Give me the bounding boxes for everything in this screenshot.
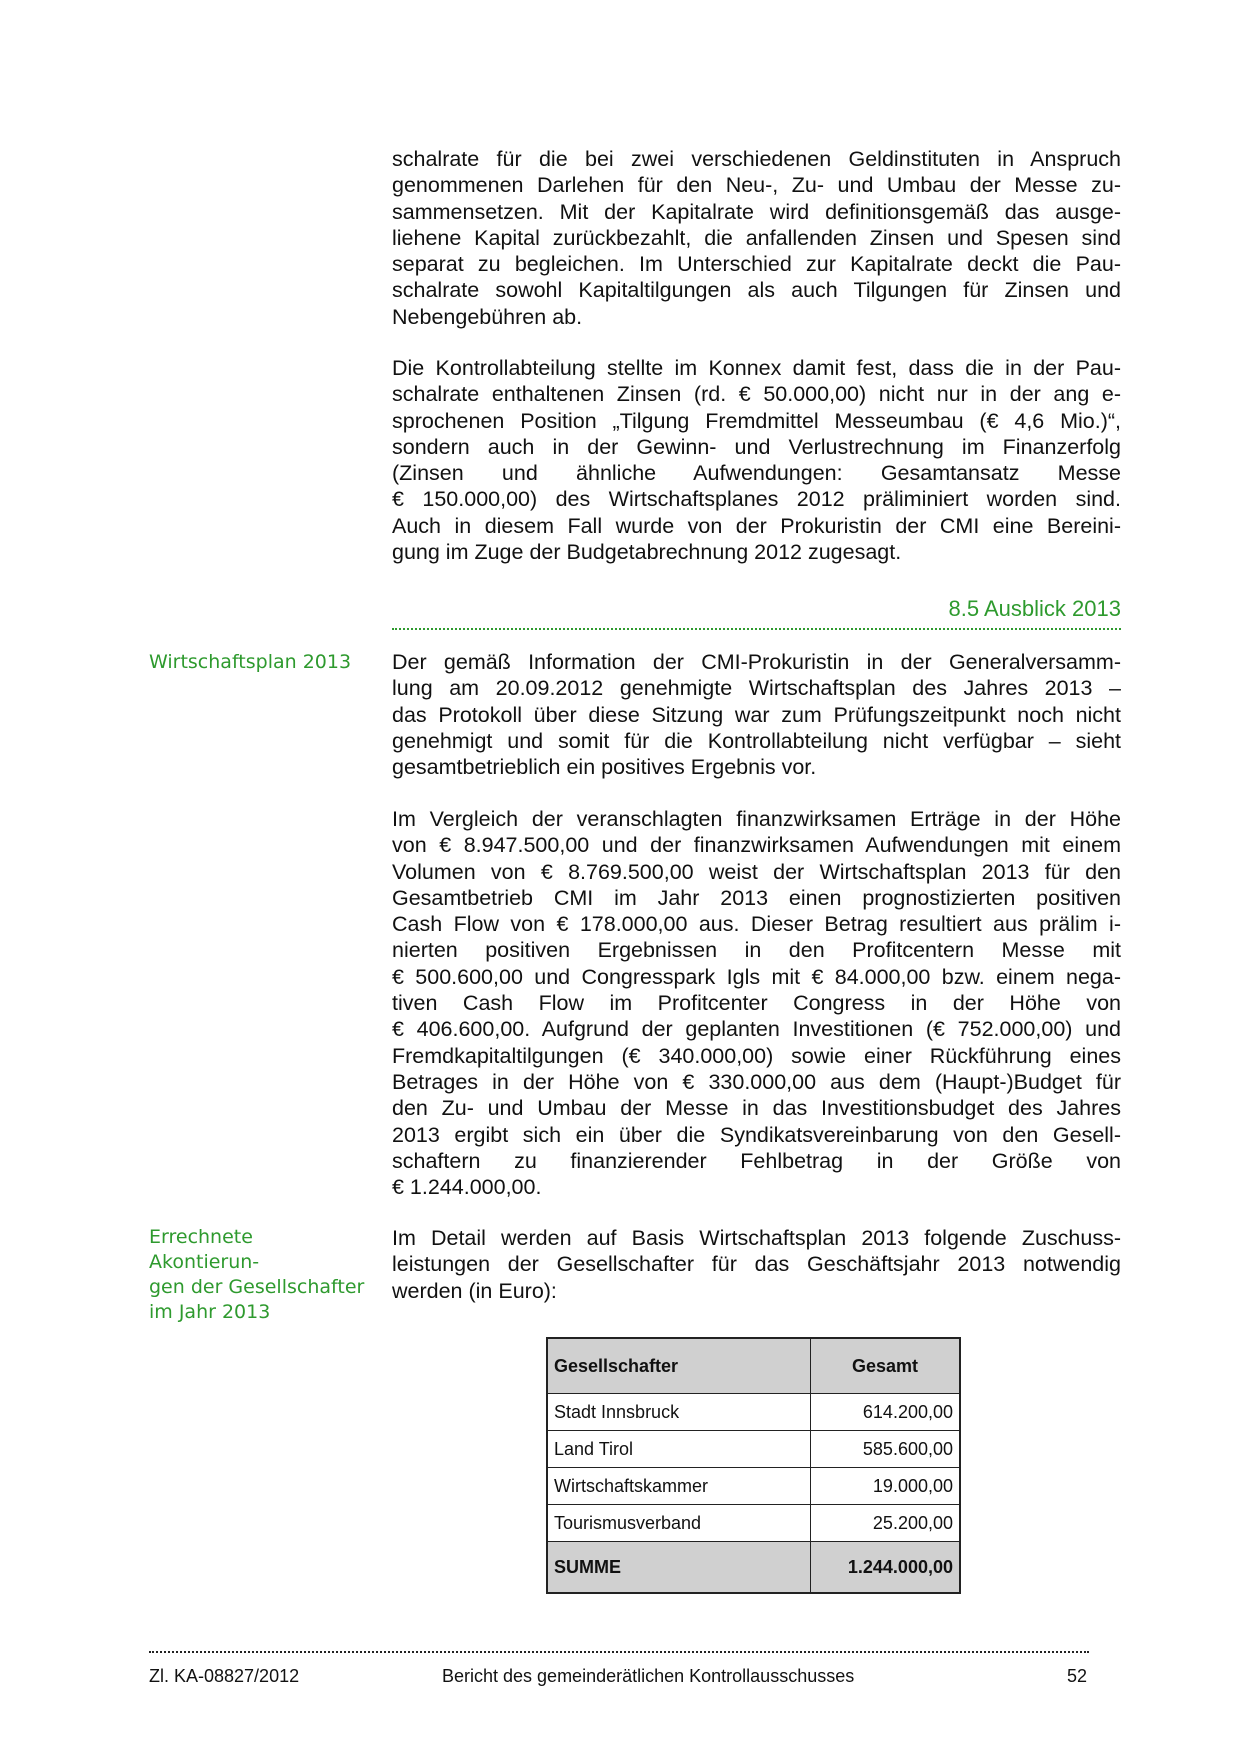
total-label: SUMME xyxy=(547,1542,811,1594)
table-total-row xyxy=(547,1542,960,1594)
paragraph-kontrollabteilung xyxy=(392,355,1121,565)
paragraph-line: Gesamtbetrieb CMI im Jahr 2013 einen prognostizierten positiven xyxy=(392,885,1121,910)
row-label: Land Tirol xyxy=(547,1431,811,1468)
paragraph-line: lung am 20.09.2012 genehmigte Wirtschaftsplan des Jahres 2013 – xyxy=(392,676,1121,701)
paragraph-line: sprochenen Position „Tilgung Fremdmittel Messeumbau (€ 4,6 Mio.)“, xyxy=(392,408,1121,433)
section-heading: 8.5 Ausblick 2013 xyxy=(948,596,1121,621)
paragraph-line: den Zu- und Umbau der Messe in das Investitionsbudget des Jahres xyxy=(392,1096,1121,1121)
paragraph-line: sondern auch in der Gewinn- und Verlustrechnung im Finanzerfolg xyxy=(392,434,1121,459)
paragraph-line: Volumen von € 8.769.500,00 weist der Wirtschaftsplan 2013 für den xyxy=(392,859,1121,884)
paragraph-line: € 150.000,00) des Wirtschaftsplanes 2012 präliminiert worden sind. xyxy=(392,487,1121,512)
paragraph-line: Cash Flow von € 178.000,00 aus. Dieser Betrag resultiert aus prälim i- xyxy=(392,912,1121,937)
table-header-row xyxy=(547,1338,960,1394)
paragraph-line: € 1.244.000,00. xyxy=(392,1175,542,1200)
paragraph-line: separat zu begleichen. Im Unterschied zur Kapitalrate deckt die Pau- xyxy=(392,252,1121,277)
paragraph-line: liehene Kapital zurückbezahlt, die anfallenden Zinsen und Spesen sind xyxy=(392,225,1121,250)
paragraph-line: genehmigt und somit für die Kontrollabteilung nicht verfügbar – sieht xyxy=(392,728,1121,753)
row-value: 19.000,00 xyxy=(811,1468,961,1505)
paragraph-line: von € 8.947.500,00 und der finanzwirksamen Aufwendungen mit einem xyxy=(392,833,1121,858)
margin-note-line: Errechnete Akontierun- xyxy=(149,1226,260,1273)
table-row xyxy=(547,1468,960,1505)
row-value: 614.200,00 xyxy=(811,1394,961,1431)
paragraph-line: schalrate für die bei zwei verschiedenen Geldinstituten in Anspruch xyxy=(392,147,1121,171)
paragraph-line: das Protokoll über diese Sitzung war zum Prüfungszeitpunkt noch nicht xyxy=(392,702,1121,727)
paragraph-line: schalrate sowohl Kapitaltilgungen als auch Tilgungen für Zinsen und xyxy=(392,278,1121,303)
margin-note-line: im Jahr 2013 xyxy=(149,1301,271,1323)
paragraph-line: werden (in Euro): xyxy=(392,1278,557,1303)
paragraph-wirtschaftsplan xyxy=(392,649,1121,780)
paragraph-line: Der gemäß Information der CMI-Prokuristin in der Generalversamm- xyxy=(392,650,1121,674)
paragraph-line: Fremdkapitaltilgungen (€ 340.000,00) sowie einer Rückführung eines xyxy=(392,1043,1121,1068)
margin-note-line: gen der Gesellschafter xyxy=(149,1276,365,1298)
row-value: 25.200,00 xyxy=(811,1505,961,1542)
contributions-table xyxy=(546,1337,961,1594)
paragraph-line: Die Kontrollabteilung stellte im Konnex damit fest, dass die in der Pau- xyxy=(392,356,1121,380)
paragraph-line: Im Detail werden auf Basis Wirtschaftsplan 2013 folgende Zuschuss- xyxy=(392,1226,1121,1250)
paragraph-line: Nebengebühren ab. xyxy=(392,304,583,329)
paragraph-line: (Zinsen und ähnliche Aufwendungen: Gesamtansatz Messe xyxy=(392,461,1121,486)
paragraph-line: genommenen Darlehen für den Neu-, Zu- und Umbau der Messe zu- xyxy=(392,173,1121,198)
row-label: Stadt Innsbruck xyxy=(547,1394,811,1431)
column-header-gesellschafter: Gesellschafter xyxy=(547,1338,811,1394)
paragraph-line: leistungen der Gesellschafter für das Geschäftsjahr 2013 notwendig xyxy=(392,1252,1121,1277)
paragraph-line: € 500.600,00 und Congresspark Igls mit € 84.000,00 bzw. einem nega- xyxy=(392,964,1121,989)
paragraph-line: Auch in diesem Fall wurde von der Prokuristin der CMI eine Bereini- xyxy=(392,513,1121,538)
footer-page-number: 52 xyxy=(1067,1666,1088,1686)
footer-divider xyxy=(149,1651,1089,1653)
paragraph-line: sammensetzen. Mit der Kapitalrate wird definitionsgemäß das ausge- xyxy=(392,199,1121,224)
section-divider xyxy=(392,628,1121,630)
paragraph-line: 2013 ergibt sich ein über die Syndikatsvereinbarung von den Gesell- xyxy=(392,1122,1121,1147)
paragraph-line: gung im Zuge der Budgetabrechnung 2012 zugesagt. xyxy=(392,540,902,565)
paragraph-line: nierten positiven Ergebnissen in den Profitcentern Messe mit xyxy=(392,938,1121,963)
table-row xyxy=(547,1431,960,1468)
margin-note-akontierungen xyxy=(149,1225,369,1325)
paragraph-detail xyxy=(392,1225,1121,1304)
paragraph-line: Betrages in der Höhe von € 330.000,00 aus dem (Haupt-)Budget für xyxy=(392,1069,1121,1094)
total-value: 1.244.000,00 xyxy=(811,1542,961,1594)
paragraph-line: Im Vergleich der veranschlagten finanzwirksamen Erträge in der Höhe xyxy=(392,807,1121,831)
paragraph-line: € 406.600,00. Aufgrund der geplanten Investitionen (€ 752.000,00) und xyxy=(392,1017,1121,1042)
margin-note-wirtschaftsplan: Wirtschaftsplan 2013 xyxy=(149,651,352,673)
paragraph-pauschalrate xyxy=(392,146,1121,330)
paragraph-vergleich xyxy=(392,806,1121,1200)
paragraph-line: gesamtbetrieblich ein positives Ergebnis vor. xyxy=(392,755,817,780)
footer-reference: Zl. KA-08827/2012 xyxy=(149,1666,300,1686)
row-label: Tourismusverband xyxy=(547,1505,811,1542)
table-row xyxy=(547,1394,960,1431)
footer-title: Bericht des gemeinderätlichen Kontrollausschusses xyxy=(442,1666,855,1686)
paragraph-line: schaftern zu finanzierender Fehlbetrag in der Größe von xyxy=(392,1148,1121,1173)
table-row xyxy=(547,1505,960,1542)
paragraph-line: tiven Cash Flow im Profitcenter Congress in der Höhe von xyxy=(392,991,1121,1016)
paragraph-line: schalrate enthaltenen Zinsen (rd. € 50.000,00) nicht nur in der ang e- xyxy=(392,382,1121,407)
column-header-gesamt: Gesamt xyxy=(811,1338,961,1394)
row-label: Wirtschaftskammer xyxy=(547,1468,811,1505)
row-value: 585.600,00 xyxy=(811,1431,961,1468)
